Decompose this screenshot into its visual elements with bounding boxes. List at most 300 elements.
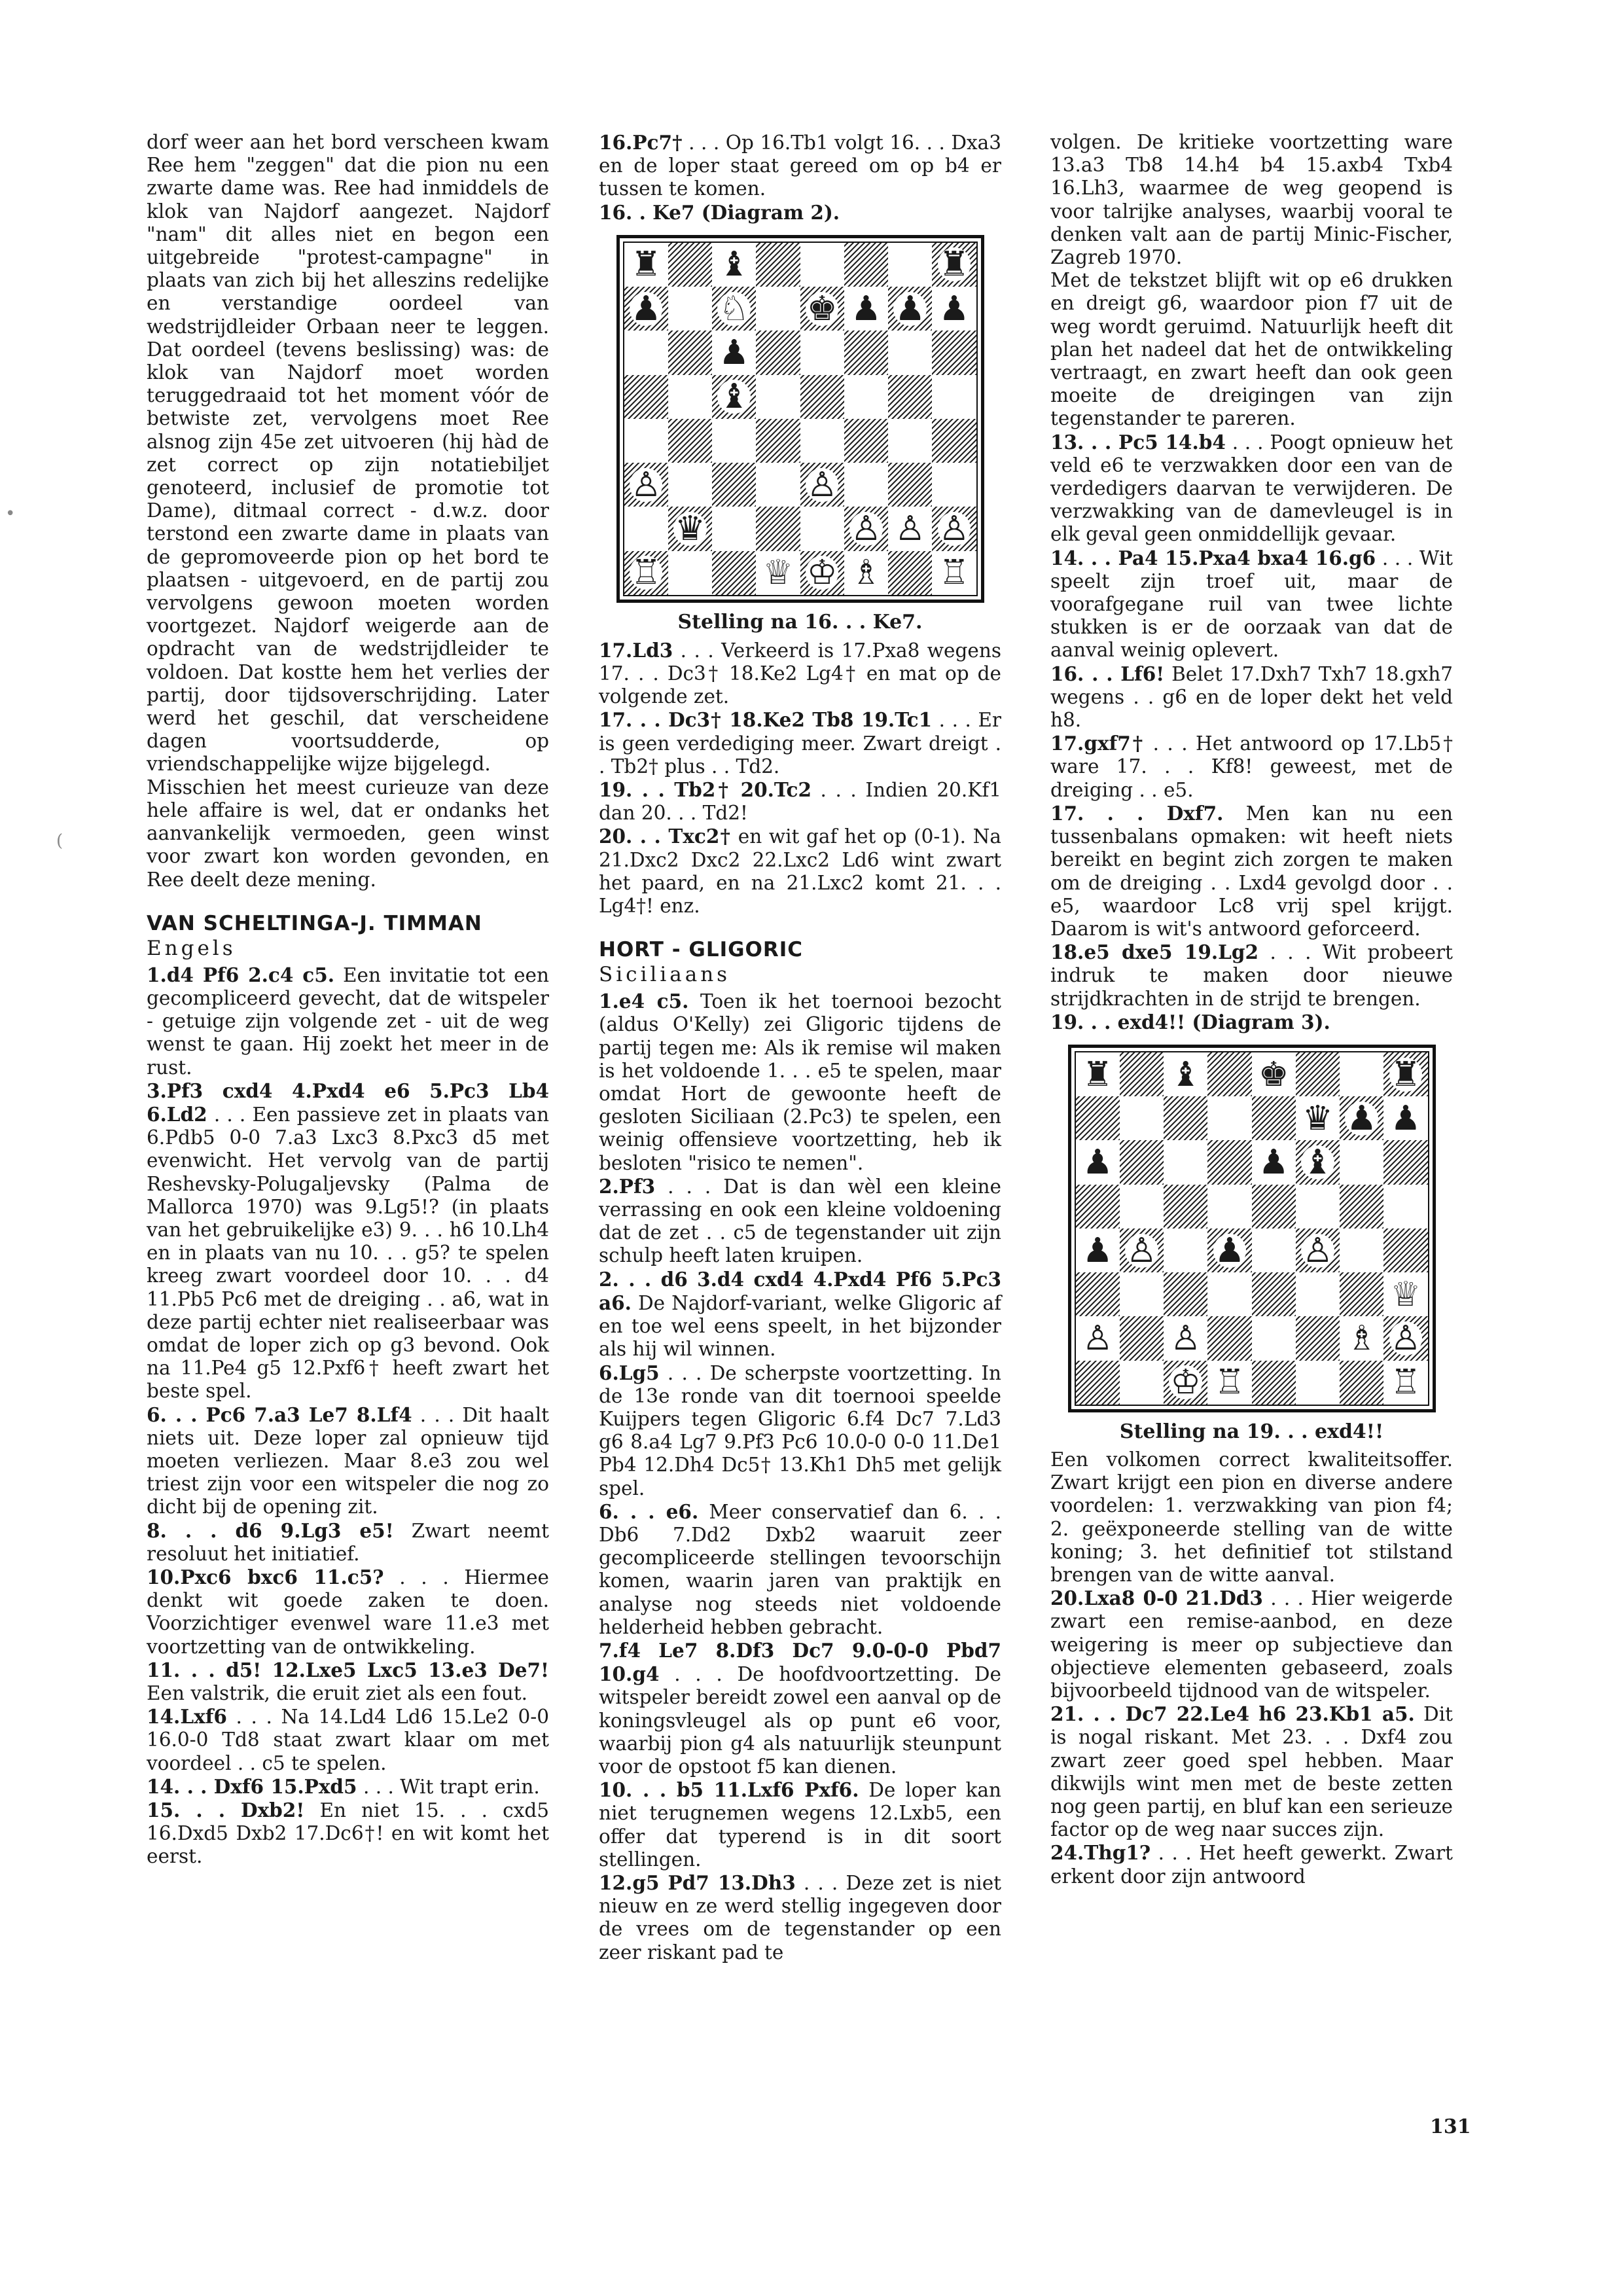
board-square (1164, 1361, 1207, 1405)
chess-piece-icon: ♔ (1170, 1363, 1201, 1403)
board-square (932, 243, 976, 287)
move-notation: 7.f4 Le7 8.Df3 Dc7 9.0-0-0 Pbd7 10.g4 (599, 1638, 1001, 1686)
board-square (1252, 1272, 1296, 1316)
move-notation: 20.Lxa8 0-0 21.Dd3 (1050, 1587, 1263, 1610)
chess-piece-icon: ♟ (851, 289, 882, 329)
move-notation: 8. . . d6 9.Lg3 e5! (147, 1518, 394, 1542)
board-square (624, 463, 668, 507)
chess-piece-icon: ♜ (1082, 1054, 1113, 1094)
board-square (668, 507, 712, 550)
board-square (1383, 1316, 1427, 1360)
paragraph (599, 1268, 1001, 1361)
paragraph (599, 1175, 1001, 1268)
board-square (844, 331, 888, 374)
col2-moves-a (599, 131, 1001, 224)
move-notation: 11. . . d5! 12.Lxe5 Lxc5 13.e3 De7! (147, 1658, 549, 1681)
board-square (624, 419, 668, 463)
board-square (1383, 1185, 1427, 1229)
board-square (668, 375, 712, 419)
board-square (1120, 1229, 1164, 1272)
board-square (1164, 1316, 1207, 1360)
commentary-text: . . . Het heeft gewerkt. Zwart erkent door zijn antwoord (1050, 1842, 1453, 1888)
board-square (1252, 1229, 1296, 1272)
board-square (1207, 1140, 1251, 1184)
paragraph (147, 131, 549, 776)
board-square (800, 243, 844, 287)
board-square (1120, 1052, 1164, 1096)
chess-piece-icon: ♟ (1082, 1230, 1113, 1270)
diagram-3 (1050, 1045, 1453, 1443)
move-notation: 13. . . Pc5 14.b4 (1050, 430, 1226, 454)
commentary-text: . . . Op 16.Tb1 volgt 16. . . Dxa3 en de loper staat gereed om op b4 er tussen te komen. (599, 132, 1002, 200)
board-square (1296, 1140, 1340, 1184)
chess-piece-icon: ♖ (1214, 1363, 1245, 1403)
board-square (800, 287, 844, 331)
board-square (844, 463, 888, 507)
chess-piece-icon: ♚ (1258, 1054, 1289, 1094)
board-square (1340, 1361, 1383, 1405)
board-square (932, 375, 976, 419)
commentary-text: . . . Wit trapt erin. (357, 1775, 540, 1798)
board-square (1296, 1316, 1340, 1360)
col1-intro (147, 131, 549, 891)
chess-piece-icon: ♜ (1390, 1054, 1421, 1094)
board-square (800, 375, 844, 419)
move-notation: 10. . . b5 11.Lxf6 Pxf6. (599, 1778, 859, 1802)
board-square (668, 551, 712, 595)
paragraph (1050, 662, 1453, 732)
board-square (624, 507, 668, 550)
paragraph (1050, 547, 1453, 662)
board-square (844, 375, 888, 419)
paragraph (599, 778, 1001, 825)
board-square (888, 243, 932, 287)
board-square (1076, 1272, 1120, 1316)
commentary-text: . . . Poogt opnieuw het veld e6 te verzwakken door een van de verdedigers daarvan te verwijderen. De verzwakking van de damevleugel is in elk geval geen onmiddellijk gevaar. (1050, 431, 1453, 546)
chess-piece-icon: ♟ (1214, 1230, 1245, 1270)
move-notation: 17.Ld3 (599, 638, 673, 662)
move-notation: 1.e4 c5. (599, 990, 689, 1013)
board-square (1120, 1096, 1164, 1140)
chess-piece-icon: ♟ (1258, 1143, 1289, 1183)
chess-piece-icon: ♙ (1082, 1319, 1113, 1359)
board-square (756, 331, 800, 374)
board-square (1252, 1361, 1296, 1405)
board-square (800, 463, 844, 507)
commentary-text: Met de tekstzet blijft wit op e6 drukken en dreigt g6, waardoor pion f7 uit de weg wordt geruimd. Natuurlijk heeft dit plan het nadeel dat het de ontwikkeling vertraagt, en zwart heeft dan ook geen moeite de dreigingen van zijn tegenstander te pareren. (1050, 269, 1453, 430)
board-square (1120, 1316, 1164, 1360)
board-square (1383, 1272, 1427, 1316)
chess-piece-icon: ♙ (938, 509, 970, 548)
commentary-text: . . . Wit probeert indruk te maken door nieuwe strijdkrachten in de strijd te brengen. (1050, 941, 1453, 1010)
board-square (844, 243, 888, 287)
board-square (1076, 1140, 1120, 1184)
board-square (888, 551, 932, 595)
board-square (800, 551, 844, 595)
chess-piece-icon: ♟ (719, 332, 749, 372)
board-square (1076, 1185, 1120, 1229)
board-square (1340, 1272, 1383, 1316)
chess-piece-icon: ♙ (1390, 1319, 1421, 1359)
paragraph (599, 825, 1001, 918)
chess-piece-icon: ♖ (630, 553, 662, 593)
board-square (756, 551, 800, 595)
paragraph (147, 1566, 549, 1659)
board-square (668, 243, 712, 287)
paragraph (599, 708, 1001, 778)
board-square (756, 243, 800, 287)
paragraph (1050, 1011, 1453, 1034)
chess-piece-icon: ♗ (1346, 1319, 1377, 1359)
opening-name-1: Engels (147, 936, 236, 960)
scan-paren-mark: ( (56, 831, 63, 851)
board-square (932, 331, 976, 374)
commentary-text: . . . Het antwoord op 17.Lb5† ware 17. . . Kf8! geweest, met de dreiging . . e5. (1050, 732, 1453, 801)
commentary-text: . . . De hoofdvoortzetting. De witspeler bereidt zowel een aanval op de koningsvleugel als op punt e6 voor, waarbij pion g4 als natuurlijk steunpunt voor de opstoot f5 kan dienen. (599, 1663, 1001, 1778)
board-square (1076, 1096, 1120, 1140)
paragraph (147, 963, 549, 1079)
chess-piece-icon: ♛ (1302, 1098, 1333, 1138)
board-square (1296, 1361, 1340, 1405)
board-square (1340, 1316, 1383, 1360)
paragraph (147, 1705, 549, 1775)
chess-piece-icon: ♙ (806, 465, 838, 505)
board-square (932, 507, 976, 550)
diagram-3-caption: Stelling na 19. . . exd4!! (1119, 1420, 1384, 1443)
board-square (888, 463, 932, 507)
paragraph (1050, 131, 1453, 269)
board-square (1076, 1316, 1120, 1360)
commentary-text: Zwart neemt resoluut het initiatief. (147, 1519, 549, 1565)
paragraph (1050, 1702, 1453, 1841)
board-square (1296, 1052, 1340, 1096)
paragraph (147, 1079, 549, 1403)
commentary-text: Men kan nu een tussenbalans opmaken: wit heeft niets bereikt en begint zich zorgen te maken om de dreiging . . Lxd4 gevolgd door . . e5, waardoor Lc8 vrij spel krijgt. Daarom is wit's antwoord geforceerd. (1050, 802, 1453, 940)
board-square (1252, 1096, 1296, 1140)
board-grid-3 (1075, 1051, 1429, 1406)
commentary-text: Toen ik het toernooi bezocht (aldus O'Kelly) zei Gligoric tijdens de partij tegen me: Als ik remise wil maken is het voldoende 1. . . e5 te spelen, maar omdat Hort de gewoonte heeft de gesloten Siciliaan (2.Pc3) te spelen, een weinig offensieve voortzetting, heb ik besloten "risico te nemen". (599, 990, 1001, 1174)
board-square (844, 551, 888, 595)
move-notation: 2.Pf3 (599, 1174, 656, 1198)
paragraph (599, 1871, 1001, 1964)
board-square (1383, 1140, 1427, 1184)
commentary-text: . . . Indien 20.Kf1 dan 20. . . Td2! (599, 779, 1002, 825)
commentary-text: Een invitatie tot een gecompliceerd gevecht, dat de witspeler - getuige zijn volgende zet - uit de weg wenst te gaan. Hij zoekt het meer in de rust. (147, 963, 549, 1079)
commentary-text: . . . Hiermee denkt wit goede zaken te doen. Voorzichtiger evenwel ware 11.e3 met voortzetting van de ontwikkeling. (147, 1566, 549, 1658)
diagram-2 (599, 235, 1001, 634)
commentary-text: . . . Een passieve zet in plaats van 6.Pdb5 0-0 7.a3 Lxc3 8.Pxc3 d5 met evenwicht. Het vervolg van de partij Reshevsky-Polugaljevsky (Palma de Mallorca 1970) was 9.Lg5!? (in plaats van het gebruikelijke e3) 9. . . h6 10.Lh4 en in plaats van nu 10. . . g5? te spelen kreeg zwart voordeel door 10. . . d4 11.Pb5 Pc6 met de dreiging . . a6, wat in deze partij echter niet realiseerbaar was omdat de loper zich op g3 bevond. Ook na 11.Pe4 g5 12.Pxf6† heeft zwart het beste spel. (147, 1103, 549, 1403)
board-square (1164, 1229, 1207, 1272)
board-square (756, 375, 800, 419)
col2-moves-c (599, 990, 1001, 1964)
board-square (624, 375, 668, 419)
board-square (756, 419, 800, 463)
move-notation: 17. . . Dc3† 18.Ke2 Tb8 19.Tc1 (599, 708, 933, 732)
paragraph (147, 1659, 549, 1705)
paragraph (599, 1361, 1001, 1500)
move-notation: 2. . . d6 3.d4 cxd4 4.Pxd4 Pf6 5.Pc3 a6. (599, 1267, 1001, 1314)
move-notation: 16. . . Lf6! (1050, 662, 1165, 685)
chess-piece-icon: ♚ (806, 289, 838, 329)
board-square (668, 419, 712, 463)
paragraph (599, 639, 1001, 709)
board-square (624, 243, 668, 287)
commentary-text: . . . Dat is dan wèl een kleine verrassing en ook een kleine voldoening dat de zet . . c5 de tegenstander uit zijn schulp heeft laten kruipen. (599, 1175, 1001, 1267)
opening-name-2: Siciliaans (599, 963, 731, 987)
chess-piece-icon: ♕ (1390, 1274, 1421, 1314)
board-square (1207, 1185, 1251, 1229)
move-notation: 18.e5 dxe5 19.Lg2 (1050, 941, 1259, 964)
move-notation: 14. . . Pa4 15.Pxa4 bxa4 16.g6 (1050, 546, 1376, 569)
board-grid-2 (623, 242, 978, 596)
board-square (1120, 1361, 1164, 1405)
move-notation: 21. . . Dc7 22.Le4 h6 23.Kb1 a5. (1050, 1702, 1415, 1726)
paragraph (599, 1639, 1001, 1778)
board-square (1164, 1272, 1207, 1316)
commentary-text: . . . Deze zet is niet nieuw en ze werd stellig ingegeven door de vrees om de tegenstander op een zeer riskant pad te (599, 1871, 1002, 1964)
commentary-text: . . . Verkeerd is 17.Pxa8 wegens 17. . . Dc3† 18.Ke2 Lg4† en mat op de volgende zet. (599, 639, 1001, 708)
board-square (668, 331, 712, 374)
board-square (1120, 1140, 1164, 1184)
board-square (668, 463, 712, 507)
chess-piece-icon: ♙ (1170, 1319, 1201, 1359)
board-square (712, 375, 756, 419)
move-notation: 3.Pf3 cxd4 4.Pxd4 e6 5.Pc3 Lb4 6.Ld2 (147, 1079, 549, 1126)
board-square (1296, 1185, 1340, 1229)
move-notation: 19. . . Tb2† 20.Tc2 (599, 778, 812, 802)
board-square (888, 331, 932, 374)
commentary-text: . . . Na 14.Ld4 Ld6 15.Le2 0-0 16.0-0 Td8 staat zwart klaar om met voordeel . . c5 te spelen. (147, 1706, 549, 1774)
chess-piece-icon: ♜ (630, 245, 662, 285)
chess-piece-icon: ♜ (938, 245, 970, 285)
chess-piece-icon: ♟ (938, 289, 970, 329)
move-notation: 24.Thg1? (1050, 1841, 1151, 1865)
board-square (932, 551, 976, 595)
paragraph (147, 1519, 549, 1566)
move-notation: 6.Lg5 (599, 1361, 660, 1384)
move-notation: 17.gxf7† (1050, 732, 1145, 755)
board-square (1296, 1096, 1340, 1140)
paragraph (1050, 941, 1453, 1011)
board-square (624, 551, 668, 595)
paragraph (147, 1403, 549, 1519)
board-square (1164, 1185, 1207, 1229)
board-square (1164, 1140, 1207, 1184)
commentary-text: . . . Hier weigerde zwart een remise-aanbod, en deze weigering is meer op subjectieve dan objectieve elementen gebaseerd, zoals bijvoorbeeld tijdnood van de witspeler. (1050, 1587, 1454, 1702)
paragraph (1050, 732, 1453, 802)
move-notation: 1.d4 Pf6 2.c4 c5. (147, 963, 334, 986)
board-square (1252, 1316, 1296, 1360)
board-square (756, 287, 800, 331)
board-square (712, 331, 756, 374)
paragraph (1050, 1841, 1453, 1888)
col2-moves-b (599, 639, 1001, 918)
board-square (1383, 1229, 1427, 1272)
board-square (624, 287, 668, 331)
board-square (1296, 1229, 1340, 1272)
chess-piece-icon: ♟ (1082, 1143, 1113, 1183)
game-heading-1: VAN SCHELTINGA-J. TIMMAN (147, 911, 482, 935)
board-square (1207, 1316, 1251, 1360)
board-square (1252, 1052, 1296, 1096)
game-heading-2: HORT - GLIGORIC (599, 938, 804, 962)
move-notation: 10.Pxc6 bxc6 11.c5? (147, 1565, 384, 1588)
board-square (1383, 1096, 1427, 1140)
board-square (844, 287, 888, 331)
board-square (1164, 1052, 1207, 1096)
commentary-text: Een volkomen correct kwaliteitsoffer. Zwart krijgt een pion en diverse andere voordelen: 1. verzwakking van pion f4; 2. geëxponeerde stelling van de witte koning; 3. het definitief tot stilstand brengen van de witte aanval. (1050, 1448, 1453, 1586)
board-square (800, 419, 844, 463)
board-square (756, 507, 800, 550)
board-square (1207, 1052, 1251, 1096)
chess-piece-icon: ♖ (1390, 1363, 1421, 1403)
paragraph (1050, 431, 1453, 547)
move-notation: 20. . . Txc2† (599, 825, 732, 848)
chess-piece-icon: ♕ (762, 553, 794, 593)
move-notation: 16. . Ke7 (Diagram 2). (599, 200, 840, 224)
page-number: 131 (1430, 2115, 1471, 2138)
chess-piece-icon: ♝ (1170, 1054, 1201, 1094)
board-square (888, 287, 932, 331)
chess-piece-icon: ♗ (851, 553, 882, 593)
chess-piece-icon: ♟ (1346, 1098, 1377, 1138)
board-square (1120, 1185, 1164, 1229)
paragraph (599, 990, 1001, 1175)
board-square (1383, 1361, 1427, 1405)
board-square (932, 463, 976, 507)
board-square (932, 287, 976, 331)
board-square (712, 507, 756, 550)
commentary-text: . . . Wit speelt zijn troef uit, maar de voorafgegane ruil van twee lichte stukken is er de oorzaak van dat de aanval weinig oplevert. (1050, 547, 1453, 662)
chess-piece-icon: ♖ (938, 553, 970, 593)
board-square (1340, 1096, 1383, 1140)
board-square (888, 375, 932, 419)
commentary-text: Misschien het meest curieuze van deze hele affaire is wel, dat er ondanks het aanvankelijk vermoeden, geen winst voor zwart kon worden gevonden, en Ree deelt deze mening. (147, 776, 549, 891)
chess-piece-icon: ♝ (1302, 1143, 1333, 1183)
board-square (800, 507, 844, 550)
board-square (800, 331, 844, 374)
board-square (932, 419, 976, 463)
move-notation: 6. . . Pc6 7.a3 Le7 8.Lf4 (147, 1403, 412, 1426)
chess-piece-icon: ♙ (1126, 1230, 1157, 1270)
column-1 (147, 131, 549, 1869)
paragraph (147, 776, 549, 891)
board-square (1207, 1272, 1251, 1316)
board-square (844, 419, 888, 463)
commentary-text: en wit gaf het op (0-1). Na 21.Dxc2 Dxc2 22.Lxc2 Ld6 wint zwart het paard, en na 21.Lxc2 komt 21. . . Lg4†! enz. (599, 825, 1001, 918)
board-square (844, 507, 888, 550)
move-notation: 17. . . Dxf7. (1050, 801, 1224, 825)
board-square (712, 551, 756, 595)
board-square (1340, 1140, 1383, 1184)
chess-piece-icon: ♝ (719, 245, 749, 285)
col1-moves (147, 963, 549, 1869)
commentary-text: Een valstrik, die eruit ziet als een fout. (147, 1682, 528, 1704)
chess-piece-icon: ♘ (719, 289, 749, 329)
board-square (888, 419, 932, 463)
board-square (1076, 1052, 1120, 1096)
board-square (712, 419, 756, 463)
chess-piece-icon: ♟ (630, 289, 662, 329)
diagram-2-caption: Stelling na 16. . . Ke7. (677, 610, 923, 634)
board-square (624, 331, 668, 374)
move-notation: 14.Lxf6 (147, 1705, 227, 1729)
chess-piece-icon: ♙ (630, 465, 662, 505)
board-square (1207, 1229, 1251, 1272)
board-square (1340, 1185, 1383, 1229)
paragraph (599, 131, 1001, 201)
board-square (888, 507, 932, 550)
paragraph (1050, 1448, 1453, 1587)
chess-piece-icon: ♟ (1390, 1098, 1421, 1138)
move-notation: 12.g5 Pd7 13.Dh3 (599, 1871, 796, 1894)
paragraph (1050, 269, 1453, 430)
chess-piece-icon: ♙ (895, 509, 925, 548)
scan-dot-mark: • (5, 504, 16, 524)
board-square (1120, 1272, 1164, 1316)
commentary-text: dorf weer aan het bord verscheen kwam Ree hem "zeggen" dat die pion nu een zwarte dame was. Ree had inmiddels de klok van Najdorf aangezet. Najdorf "nam" dit alles niet en begon een uitgebreide "protest-campagne" in plaats van zich bij het alleszins redelijke en verstandige oordeel van wedstrijdleider Orbaan neer te leggen. Dat oordeel (tevens beslissing) was: de klok van Najdorf moet worden teruggedraaid tot het moment vóór de betwiste zet, vervolgens moet Ree alsnog zijn 45e zet uitvoeren (hij hàd de zet correct op zijn notatiebiljet genoteerd, inclusief de promotie tot Dame), ditmaal correct - d.w.z. door terstond een zwarte dame in plaats van de gepromoveerde pion op het bord te plaatsen - uitgevoerd, en de partij zou vervolgens gewoon moeten worden voortgezet. Najdorf weigerde aan de opdracht van de wedstrijdleider te voldoen. Dat kostte hem het verlies der partij, door tijdsoverschrijding. Later werd het geschil, dat verscheidene dagen voortsudderde, op vriendschappelijke wijze bijgelegd. (147, 131, 549, 776)
move-notation: 15. . . Dxb2! (147, 1799, 305, 1822)
chess-piece-icon: ♝ (719, 377, 749, 417)
paragraph (599, 1500, 1001, 1639)
column-2 (599, 131, 1001, 1964)
paragraph (1050, 1587, 1453, 1702)
chess-piece-icon: ♙ (1302, 1230, 1333, 1270)
chess-piece-icon: ♙ (851, 509, 882, 548)
board-square (712, 463, 756, 507)
move-notation: 6. . . e6. (599, 1499, 699, 1523)
column-3 (1050, 131, 1453, 1888)
commentary-text: De Najdorf-variant, welke Gligoric af en toe wel eens speelt, in het bijzonder als hij wil winnen. (599, 1291, 1001, 1361)
commentary-text: . . . Dit haalt niets uit. Deze loper zal opnieuw tijd moeten verliezen. Maar 8.e3 zou wel triest zijn voor een witspeler die nog zo dicht bij de opening zit. (147, 1403, 549, 1518)
paragraph (1050, 802, 1453, 941)
col3-moves-b (1050, 1448, 1453, 1888)
board-square (1164, 1096, 1207, 1140)
board-square (1340, 1229, 1383, 1272)
board-square (1207, 1361, 1251, 1405)
commentary-text: Dit is nogal riskant. Met 23. . . Dxf4 zou zwart zeer goed spel hebben. Maar dikwijls wint men met de beste zetten nog geen partij, en bluf kan een serieuze factor op de weg naar succes zijn. (1050, 1703, 1453, 1841)
chess-piece-icon: ♟ (895, 289, 925, 329)
board-square (712, 287, 756, 331)
commentary-text: . . . Er is geen verdediging meer. Zwart dreigt . . Tb2† plus . . Td2. (599, 709, 1001, 778)
board-square (1296, 1272, 1340, 1316)
move-notation: 16.Pc7† (599, 131, 683, 154)
commentary-text: Meer conservatief dan 6. . . Db6 7.Dd2 Dxb2 waaruit zeer gecompliceerde stellingen tevoorschijn komen, waarin jaren van praktijk en analyse nog steeds niet voldoende helderheid hebben gebracht. (599, 1500, 1001, 1638)
commentary-text: En niet 15. . . cxd5 16.Dxd5 Dxb2 17.Dc6†! en wit komt het eerst. (147, 1799, 549, 1868)
move-notation: 19. . . exd4!! (Diagram 3). (1050, 1010, 1330, 1033)
board-square (1383, 1052, 1427, 1096)
board-square (668, 287, 712, 331)
board-square (1252, 1185, 1296, 1229)
board-square (1076, 1361, 1120, 1405)
col3-moves-a (1050, 131, 1453, 1034)
commentary-text: . . . De scherpste voortzetting. In de 13e ronde van dit toernooi speelde Kuijpers tegen Gligoric 6.f4 Dc7 7.Ld3 g6 8.a4 Lg7 9.Pf3 Pc6 10.0-0 0-0 11.De1 Pb4 12.Dh4 Dc5† 13.Kh1 Dh5 met gelijk spel. (599, 1361, 1001, 1499)
commentary-text: De loper kan niet terugnemen wegens 12.Lxb5, een offer dat typerend is in dit soort stellingen. (599, 1779, 1001, 1871)
board-square (1076, 1229, 1120, 1272)
paragraph (599, 201, 1001, 224)
commentary-text: Belet 17.Dxh7 Txh7 18.gxh7 wegens . . g6 en de loper dekt het veld h8. (1050, 662, 1453, 732)
chess-piece-icon: ♛ (675, 509, 705, 548)
board-square (1340, 1052, 1383, 1096)
paragraph (147, 1775, 549, 1799)
move-notation: 14. . . Dxf6 15.Pxd5 (147, 1774, 357, 1798)
chessboard-2 (616, 235, 984, 603)
paragraph (147, 1799, 549, 1869)
paragraph (599, 1778, 1001, 1871)
board-square (712, 243, 756, 287)
commentary-text: volgen. De kritieke voortzetting ware 13.a3 Tb8 14.h4 b4 15.axb4 Txb4 16.Lh3, waarmee de weg geopend is voor talrijke analyses, waarbij vooral te denken valt aan de partij Minic-Fischer, Zagreb 1970. (1050, 131, 1453, 269)
board-square (1252, 1140, 1296, 1184)
